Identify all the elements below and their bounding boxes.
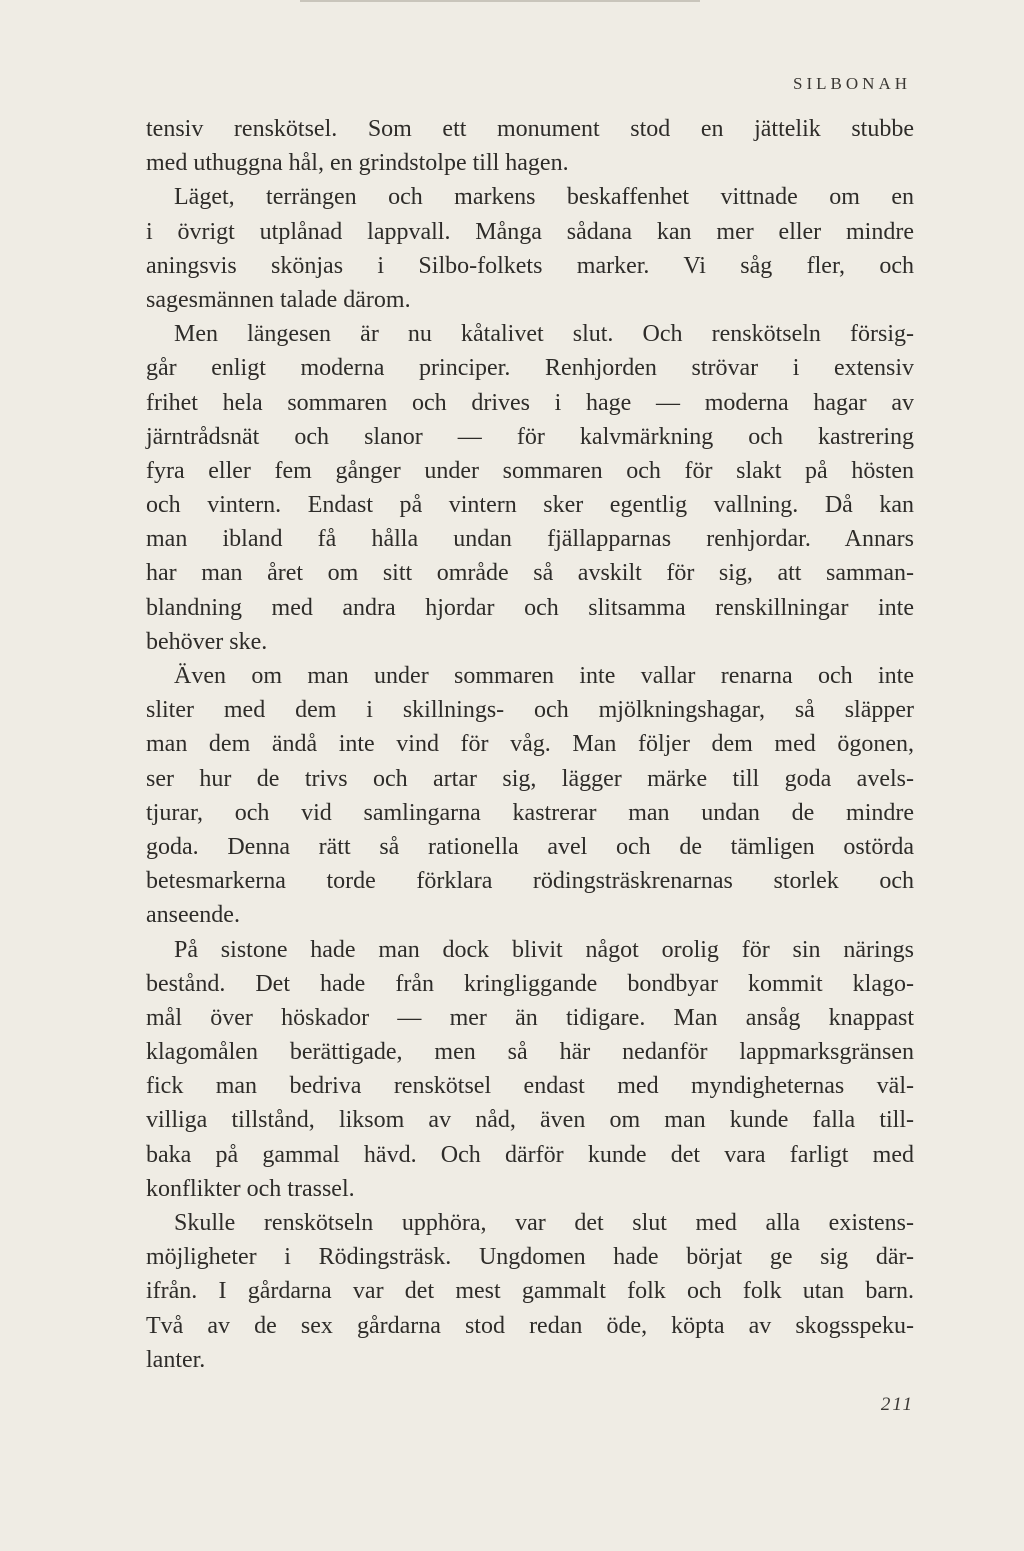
text-line: fick man bedriva renskötsel endast med myndigheternas väl-: [146, 1073, 914, 1100]
text-line: sliter med dem i skillnings- och mjölkningshagar, så släpper: [146, 697, 914, 724]
text-line: tjurar, och vid samlingarna kastrerar man undan de mindre: [146, 799, 914, 826]
text-line: villiga tillstånd, liksom av nåd, även om man kunde falla till-: [146, 1107, 914, 1134]
text-line: På sistone hade man dock blivit något orolig för sin närings: [174, 936, 914, 963]
text-line: har man året om sitt område så avskilt för sig, att samman-: [146, 560, 914, 587]
text-line: man dem ändå inte vind för våg. Man följer dem med ögonen,: [146, 731, 914, 758]
text-line: Två av de sex gårdarna stod redan öde, köpta av skogsspeku-: [146, 1312, 914, 1339]
text-line: och vintern. Endast på vintern sker egentlig vallning. Då kan: [146, 492, 914, 519]
text-line: järntrådsnät och slanor — för kalvmärkning och kastrering: [146, 423, 914, 450]
text-line: i övrigt utplånad lappvall. Många sådana kan mer eller mindre: [146, 218, 914, 245]
text-line: behöver ske.: [146, 628, 268, 655]
text-line: möjligheter i Rödingsträsk. Ungdomen hade börjat ge sig där-: [146, 1244, 914, 1271]
text-line: fyra eller fem gånger under sommaren och för slakt på hösten: [146, 457, 914, 484]
text-line: goda. Denna rätt så rationella avel och de tämligen ostörda: [146, 833, 914, 860]
text-line: går enligt moderna principer. Renhjorden strövar i extensiv: [146, 355, 914, 382]
text-line: anseende.: [146, 902, 240, 929]
text-line: man ibland få hålla undan fjällapparnas renhjordar. Annars: [146, 526, 914, 553]
text-line: klagomålen berättigade, men så här nedanför lappmarksgränsen: [146, 1039, 914, 1066]
text-line: ifrån. I gårdarna var det mest gammalt folk och folk utan barn.: [146, 1278, 914, 1305]
text-line: Skulle renskötseln upphöra, var det slut med alla existens-: [174, 1210, 914, 1236]
top-edge-rule: [300, 0, 700, 2]
text-line: mål över höskador — mer än tidigare. Man ansåg knappast: [146, 1004, 914, 1031]
text-line: konflikter och trassel.: [146, 1175, 355, 1202]
text-line: ser hur de trivs och artar sig, lägger märke till goda avels-: [146, 765, 914, 792]
text-line: frihet hela sommaren och drives i hage — moderna hagar av: [146, 389, 914, 416]
text-line: Men längesen är nu kåtalivet slut. Och renskötseln försig-: [174, 321, 914, 348]
text-line: Läget, terrängen och markens beskaffenhet vittnade om en: [174, 184, 914, 211]
text-line: aningsvis skönjas i Silbo-folkets marker. Vi såg fler, och: [146, 252, 914, 279]
page-number: 211: [880, 1394, 914, 1415]
text-line: baka på gammal hävd. Och därför kunde det vara farligt med: [146, 1141, 914, 1168]
text-line: betesmarkerna torde förklara rödingsträskrenarnas storlek och: [146, 868, 914, 895]
body-text: [146, 112, 914, 1377]
text-line: med uthuggna hål, en grindstolpe till hagen.: [146, 150, 569, 177]
text-line: bestånd. Det hade från kringliggande bondbyar kommit klago-: [146, 970, 914, 997]
text-line: tensiv renskötsel. Som ett monument stod en jättelik stubbe: [146, 116, 914, 142]
text-line: lanter.: [146, 1346, 206, 1373]
running-head: SILBONAH: [793, 74, 911, 93]
text-line: blandning med andra hjordar och slitsamma renskillningar inte: [146, 594, 914, 621]
text-line: Även om man under sommaren inte vallar renarna och inte: [174, 663, 914, 689]
text-line: sagesmännen talade därom.: [146, 286, 411, 313]
